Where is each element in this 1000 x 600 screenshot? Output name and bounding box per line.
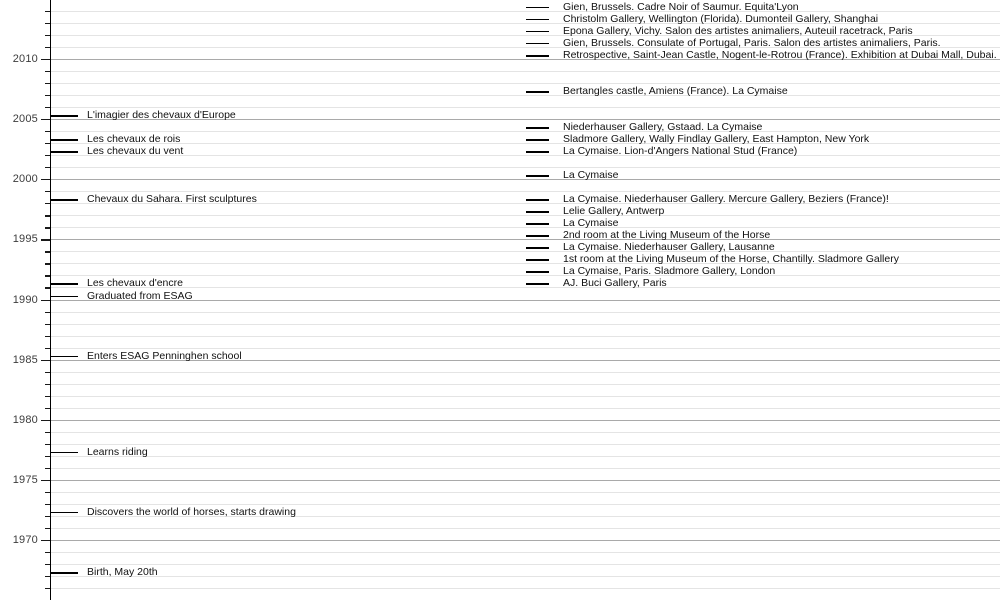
minor-gridline: [50, 552, 1000, 553]
exhibition-event-label: Gien, Brussels. Consulate of Portugal, Paris. Salon des artistes animaliers, Paris.: [563, 36, 941, 49]
exhibition-event-marker: [526, 247, 549, 249]
life-event-marker: [50, 199, 78, 201]
minor-gridline: [50, 492, 1000, 493]
life-event-marker: [50, 356, 78, 358]
major-gridline: [50, 480, 1000, 481]
exhibition-event-label: La Cymaise. Lion-d'Angers National Stud (France): [563, 144, 798, 157]
year-tick-label: 1980: [12, 413, 38, 426]
minor-gridline: [50, 432, 1000, 433]
exhibition-event-marker: [526, 55, 549, 57]
exhibition-event-label: Lelie Gallery, Antwerp: [563, 205, 665, 218]
minor-gridline: [50, 396, 1000, 397]
minor-gridline: [50, 167, 1000, 168]
year-tick-label: 1975: [12, 473, 38, 486]
exhibition-event-label: La Cymaise: [563, 169, 619, 182]
minor-gridline: [50, 384, 1000, 385]
exhibition-event-marker: [526, 235, 549, 237]
minor-gridline: [50, 468, 1000, 469]
life-event-label: Enters ESAG Penninghen school: [87, 349, 242, 362]
major-gridline: [50, 540, 1000, 541]
year-tick-label: 1970: [12, 533, 38, 546]
major-gridline: [50, 239, 1000, 240]
life-event-label: L'imagier des chevaux d'Europe: [87, 108, 236, 121]
exhibition-event-label: Epona Gallery, Vichy. Salon des artistes animaliers, Auteuil racetrack, Paris: [563, 24, 913, 37]
exhibition-event-marker: [526, 271, 549, 273]
minor-gridline: [50, 95, 1000, 96]
life-event-marker: [50, 572, 78, 574]
year-tick-label: 1990: [12, 293, 38, 306]
exhibition-event-marker: [526, 43, 549, 45]
exhibition-event-label: Gien, Brussels. Cadre Noir of Saumur. Equita'Lyon: [563, 0, 799, 13]
minor-gridline: [50, 275, 1000, 276]
exhibition-event-label: Sladmore Gallery, Wally Findlay Gallery, East Hampton, New York: [563, 132, 870, 145]
life-event-marker: [50, 283, 78, 285]
year-tick-label: 1985: [12, 353, 38, 366]
exhibition-event-label: Niederhauser Gallery, Gstaad. La Cymaise: [563, 120, 763, 133]
exhibition-event-label: 2nd room at the Living Museum of the Horse: [563, 229, 771, 242]
exhibition-event-marker: [526, 151, 549, 153]
minor-gridline: [50, 71, 1000, 72]
life-event-label: Discovers the world of horses, starts drawing: [87, 505, 296, 518]
exhibition-event-marker: [526, 199, 549, 201]
minor-gridline: [50, 444, 1000, 445]
minor-gridline: [50, 83, 1000, 84]
life-event-label: Birth, May 20th: [87, 565, 158, 578]
life-event-label: Les chevaux de rois: [87, 132, 181, 145]
exhibition-event-marker: [526, 211, 549, 213]
life-event-marker: [50, 115, 78, 117]
exhibition-event-marker: [526, 91, 549, 93]
minor-gridline: [50, 215, 1000, 216]
exhibition-event-marker: [526, 259, 549, 261]
minor-gridline: [50, 372, 1000, 373]
minor-gridline: [50, 336, 1000, 337]
year-tick-label: 2005: [12, 112, 38, 125]
minor-gridline: [50, 312, 1000, 313]
exhibition-event-marker: [526, 283, 549, 285]
major-gridline: [50, 179, 1000, 180]
minor-gridline: [50, 227, 1000, 228]
life-event-label: Graduated from ESAG: [87, 289, 193, 302]
minor-gridline: [50, 155, 1000, 156]
exhibition-event-label: La Cymaise, Paris. Sladmore Gallery, London: [563, 265, 776, 278]
year-tick-label: 2010: [12, 52, 38, 65]
exhibition-event-marker: [526, 127, 549, 129]
minor-gridline: [50, 588, 1000, 589]
life-event-label: Les chevaux du vent: [87, 144, 184, 157]
life-event-label: Learns riding: [87, 445, 148, 458]
life-event-marker: [50, 139, 78, 141]
exhibition-event-label: Christolm Gallery, Wellington (Florida). Dumonteil Gallery, Shanghai: [563, 12, 879, 25]
exhibition-event-marker: [526, 139, 549, 141]
minor-gridline: [50, 324, 1000, 325]
exhibition-event-marker: [526, 175, 549, 177]
exhibition-event-label: 1st room at the Living Museum of the Horse, Chantilly. Sladmore Gallery: [563, 253, 899, 266]
year-tick-label: 2000: [12, 173, 38, 186]
minor-gridline: [50, 576, 1000, 577]
exhibition-event-marker: [526, 19, 549, 21]
exhibition-event-label: AJ. Buci Gallery, Paris: [563, 277, 667, 290]
exhibition-event-label: Bertangles castle, Amiens (France). La Cymaise: [563, 84, 788, 97]
minor-gridline: [50, 528, 1000, 529]
year-tick-label: 1995: [12, 233, 38, 246]
life-event-marker: [50, 452, 78, 454]
exhibition-event-label: Retrospective, Saint-Jean Castle, Nogent-le-Rotrou (France). Exhibition at Dubai Mall, Dubai.: [563, 48, 997, 61]
exhibition-event-label: La Cymaise: [563, 217, 619, 230]
life-event-marker: [50, 512, 78, 514]
major-gridline: [50, 420, 1000, 421]
life-event-label: Chevaux du Sahara. First sculptures: [87, 193, 257, 206]
exhibition-event-marker: [526, 31, 549, 33]
minor-gridline: [50, 408, 1000, 409]
life-event-label: Les chevaux d'encre: [87, 277, 183, 290]
minor-gridline: [50, 456, 1000, 457]
minor-gridline: [50, 564, 1000, 565]
exhibition-event-marker: [526, 223, 549, 225]
exhibition-event-marker: [526, 7, 549, 9]
life-event-marker: [50, 151, 78, 153]
life-event-marker: [50, 296, 78, 298]
y-axis-spine: [50, 0, 51, 600]
exhibition-event-label: La Cymaise. Niederhauser Gallery. Mercure Gallery, Beziers (France)!: [563, 193, 889, 206]
exhibition-event-label: La Cymaise. Niederhauser Gallery, Lausanne: [563, 241, 775, 254]
